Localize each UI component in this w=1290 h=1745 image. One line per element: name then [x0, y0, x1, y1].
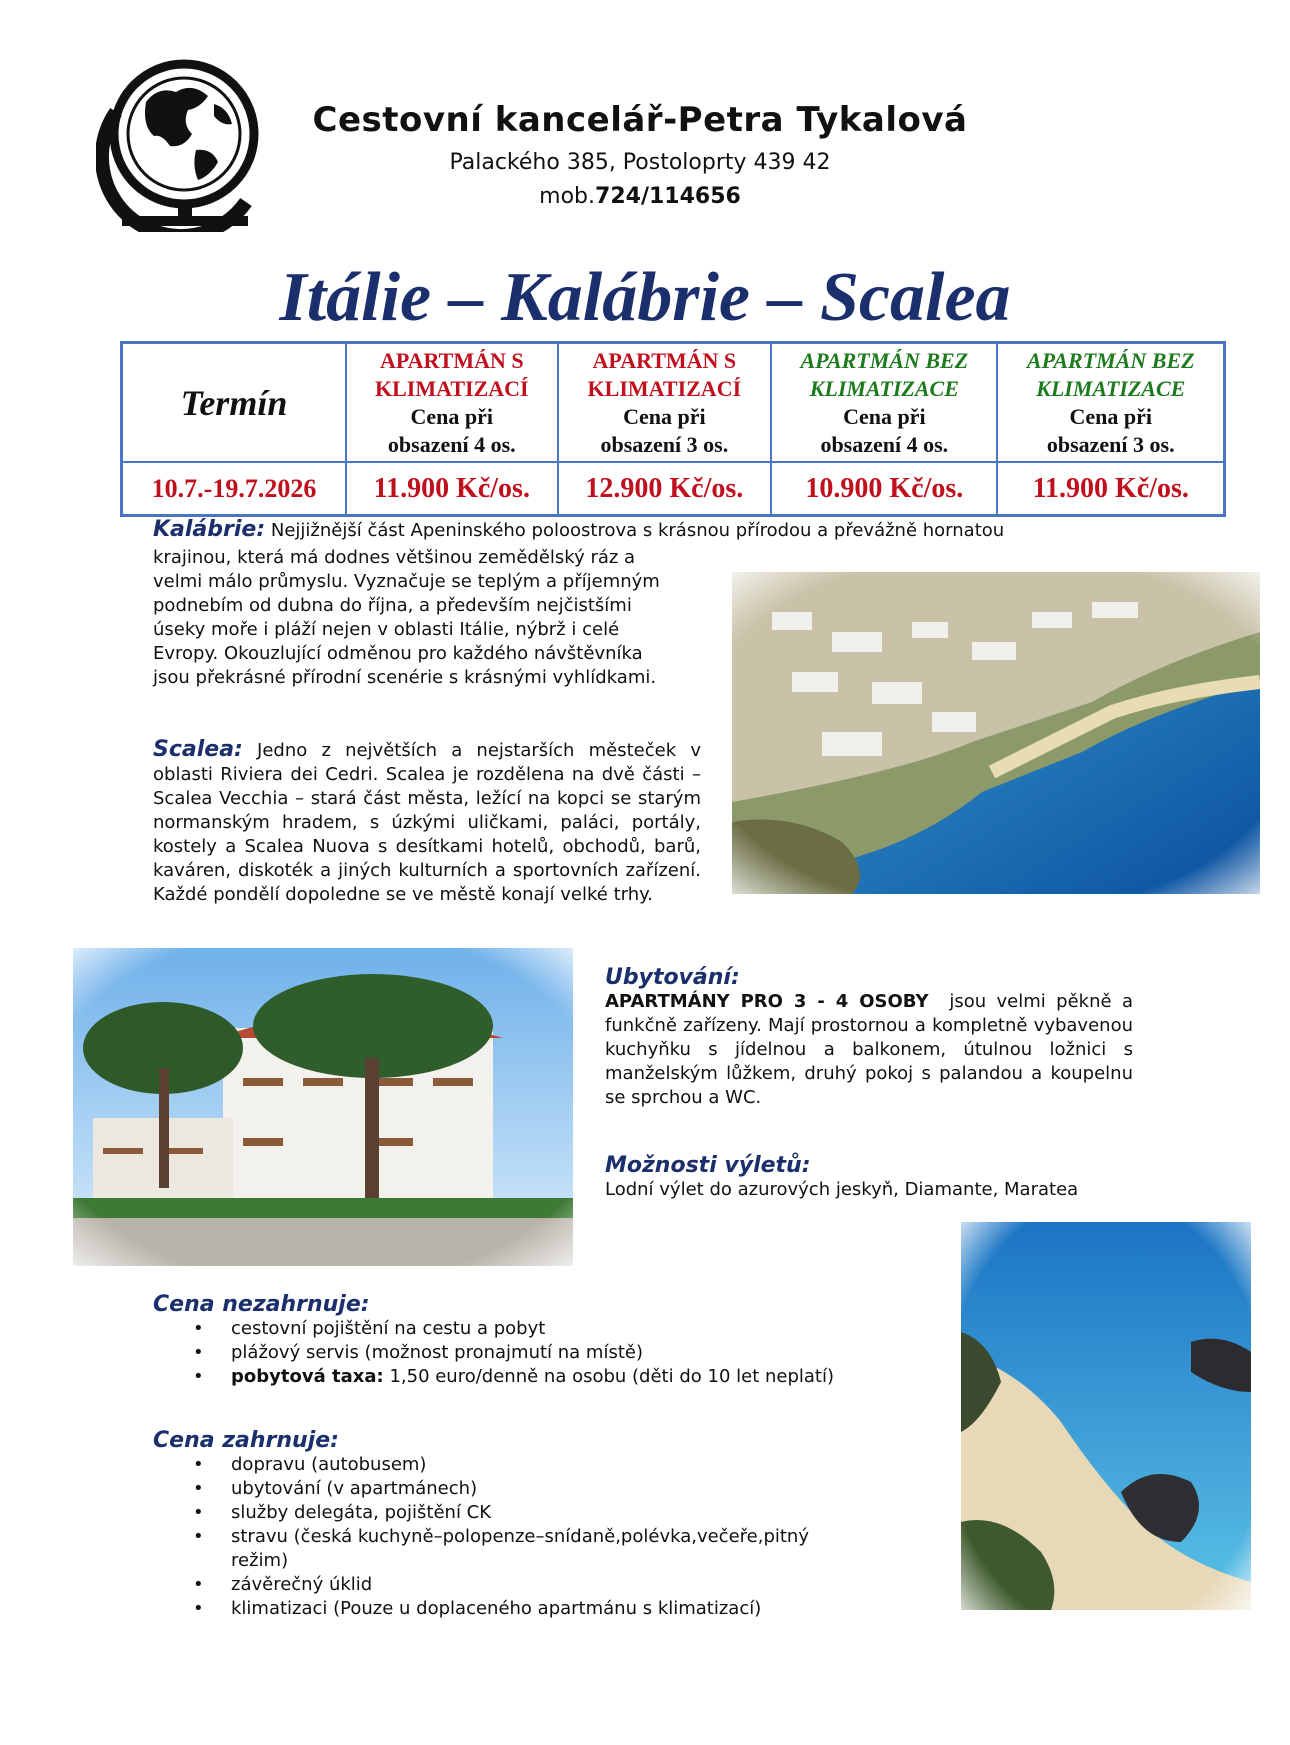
trips-text: Lodní výlet do azurových jeskyň, Diamante, Maratea	[605, 1179, 1079, 1200]
price-cell: 10.900 Kč/os.	[771, 462, 997, 516]
column-header	[997, 343, 1224, 463]
column-type-line1: APARTMÁN BEZ	[1026, 347, 1195, 373]
price-excludes-section	[153, 1292, 953, 1389]
list-item	[231, 1365, 953, 1389]
column-occupancy-line1: Cena při	[1069, 403, 1152, 429]
price-includes-section	[153, 1428, 953, 1621]
trips-section	[605, 1154, 1205, 1202]
column-type-line2: KLIMATIZACE	[1036, 375, 1186, 401]
accommodation-section	[605, 966, 1133, 1110]
column-type-line1: APARTMÁN S	[379, 347, 524, 373]
list-item: • stravu (česká kuchyně–polopenze–snídaně,polévka,večeře,pitný režim)	[231, 1525, 871, 1573]
kalabrie-title: Kalábrie:	[153, 517, 266, 542]
term-header: Termín	[122, 343, 347, 463]
price-cell: 12.900 Kč/os.	[558, 462, 772, 516]
table-row	[122, 462, 1225, 516]
table-header-row	[122, 343, 1225, 463]
scalea-title: Scalea:	[153, 737, 243, 762]
column-occupancy-line1: Cena při	[410, 403, 494, 429]
term-date: 10.7.-19.7.2026	[122, 462, 347, 516]
price-cell: 11.900 Kč/os.	[346, 462, 558, 516]
column-occupancy-line2: obsazení 4 os.	[820, 431, 949, 457]
accommodation-text: jsou velmi pěkně a funkčně zařízeny. Mají prostornou a kompletně vybavenou kuchyňku s jídelnou a balkonem, útulnou ložnici s manželským lůžkem, druhý pokoj s palandou a koupelnu se sprchou a WC.	[605, 991, 1133, 1108]
tax-label: pobytová taxa:	[231, 1366, 384, 1387]
phone-prefix: mob.	[539, 184, 596, 209]
agency-address: Palackého 385, Postoloprty 439 42	[449, 150, 831, 175]
price-table	[120, 341, 1226, 517]
kalabrie-text-first: Nejjižnější část Apeninského poloostrova s krásnou přírodou a převážně hornatou	[270, 520, 1005, 541]
agency-phone	[260, 184, 1020, 209]
list-item: • dopravu (autobusem)	[231, 1453, 871, 1477]
column-occupancy-line1: Cena při	[623, 403, 706, 429]
agency-name: Cestovní kancelář-Petra Tykalová	[312, 100, 968, 140]
price-excludes-list	[153, 1317, 953, 1389]
kalabrie-text: krajinou, která má dodnes většinou zemědělský ráz a velmi málo průmyslu. Vyznačuje se teplým a příjemným podnebím od dubna do října, a především nejčistšími úseky moře i pláží nejen v oblasti Itálie, nýbrž i celé Evropy. Okouzlující odměnou pro každého návštěvníka jsou překrásné přírodní scenérie s krásnými vyhlídkami.	[153, 547, 660, 688]
scalea-section	[153, 738, 701, 907]
column-header	[558, 343, 772, 463]
globe-icon	[96, 52, 276, 232]
list-item: • ubytování (v apartmánech)	[231, 1477, 871, 1501]
tax-text: 1,50 euro/denně na osobu (děti do 10 let neplatí)	[389, 1366, 834, 1387]
apartments-building-photo	[73, 948, 573, 1266]
column-header	[771, 343, 997, 463]
accommodation-bold: APARTMÁNY PRO 3 - 4 OSOBY	[605, 991, 929, 1012]
column-type-line2: KLIMATIZACE	[809, 375, 959, 401]
accommodation-title: Ubytování:	[605, 965, 740, 990]
globe-logo	[96, 52, 276, 232]
column-header	[346, 343, 558, 463]
column-occupancy-line2: obsazení 3 os.	[1046, 431, 1175, 457]
list-item: • klimatizaci (Pouze u doplaceného apartmánu s klimatizací)	[231, 1597, 871, 1621]
scalea-text: Jedno z největších a nejstarších městeček v oblasti Riviera dei Cedri. Scalea je rozdělena na dvě části – Scalea Vecchia – stará část města, ležící na kopci se starým normanským hradem, s úzkými uličkami, paláci, portály, kostely a Scalea Nuova s desítkami hotelů, obchodů, barů, kaváren, diskoték a jiných kulturních a sportovních zařízení. Každé pondělí dopoledne se ve městě konají velké trhy.	[153, 740, 701, 905]
column-occupancy-line2: obsazení 4 os.	[387, 431, 516, 457]
price-cell: 11.900 Kč/os.	[997, 462, 1224, 516]
kalabrie-section	[153, 518, 1083, 543]
column-type-line2: KLIMATIZACÍ	[374, 375, 529, 401]
column-type-line1: APARTMÁN S	[592, 347, 737, 373]
list-item: • závěrečný úklid	[231, 1573, 871, 1597]
price-excludes-title: Cena nezahrnuje:	[153, 1292, 370, 1317]
price-includes-title: Cena zahrnuje:	[153, 1428, 339, 1453]
column-type-line1: APARTMÁN BEZ	[800, 347, 969, 373]
price-includes-list	[153, 1453, 871, 1621]
list-item: • služby delegáta, pojištění CK	[231, 1501, 871, 1525]
coast-aerial-photo	[732, 572, 1260, 894]
column-occupancy-line1: Cena při	[843, 403, 926, 429]
trips-title: Možnosti výletů:	[605, 1153, 811, 1178]
page-title: Itálie – Kalábrie – Scalea	[279, 259, 1011, 336]
phone-number: 724/114656	[595, 184, 741, 209]
list-item: • cestovní pojištění na cestu a pobyt	[231, 1317, 953, 1341]
beach-photo	[961, 1222, 1251, 1610]
column-occupancy-line2: obsazení 3 os.	[600, 431, 729, 457]
list-item: • plážový servis (možnost pronajmutí na místě)	[231, 1341, 953, 1365]
column-type-line2: KLIMATIZACÍ	[587, 375, 742, 401]
